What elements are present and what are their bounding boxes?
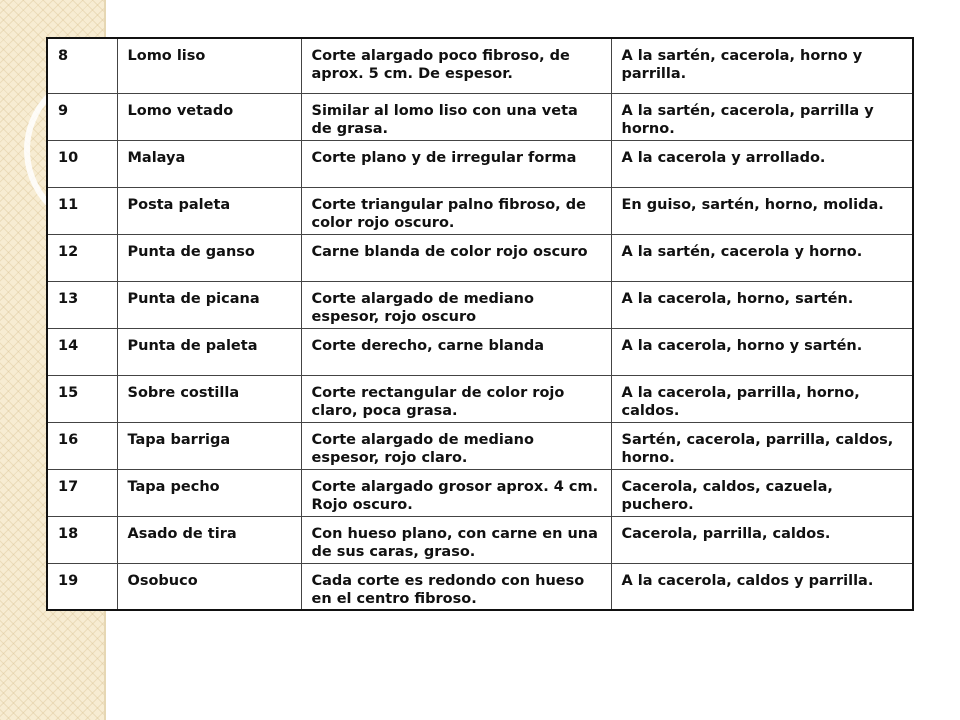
cut-description-cell: Corte plano y de irregular forma [301,140,611,187]
cut-usage-cell: A la cacerola y arrollado. [611,140,913,187]
cut-name-cell: Sobre costilla [117,375,301,422]
cut-number-cell: 8 [47,38,117,93]
cut-description-cell: Corte derecho, carne blanda [301,328,611,375]
cut-name-cell: Posta paleta [117,187,301,234]
cut-name-cell: Tapa barriga [117,422,301,469]
cut-description-cell: Corte alargado poco fibroso, de aprox. 5 cm. De espesor. [301,38,611,93]
table-row [47,375,913,422]
cut-description-cell: Corte alargado de mediano espesor, rojo claro. [301,422,611,469]
table-row [47,281,913,328]
cut-number-cell: 12 [47,234,117,281]
cut-usage-cell: A la sartén, cacerola y horno. [611,234,913,281]
cut-number-cell: 9 [47,93,117,140]
cut-number-cell: 17 [47,469,117,516]
table-row [47,234,913,281]
table-row [47,328,913,375]
cut-description-cell: Corte rectangular de color rojo claro, poca grasa. [301,375,611,422]
cut-number-cell: 19 [47,563,117,610]
cut-number-cell: 16 [47,422,117,469]
cut-usage-cell: Cacerola, parrilla, caldos. [611,516,913,563]
table-row [47,187,913,234]
cut-description-cell: Similar al lomo liso con una veta de grasa. [301,93,611,140]
cut-name-cell: Lomo vetado [117,93,301,140]
cut-description-cell: Corte alargado de mediano espesor, rojo oscuro [301,281,611,328]
cut-name-cell: Tapa pecho [117,469,301,516]
cut-number-cell: 10 [47,140,117,187]
table-row [47,422,913,469]
cut-number-cell: 18 [47,516,117,563]
cut-usage-cell: A la cacerola, caldos y parrilla. [611,563,913,610]
cut-number-cell: 11 [47,187,117,234]
table-row [47,140,913,187]
cut-usage-cell: En guiso, sartén, horno, molida. [611,187,913,234]
cut-name-cell: Asado de tira [117,516,301,563]
table-row [47,469,913,516]
cut-name-cell: Punta de paleta [117,328,301,375]
cut-number-cell: 13 [47,281,117,328]
cut-usage-cell: A la cacerola, parrilla, horno, caldos. [611,375,913,422]
cut-number-cell: 15 [47,375,117,422]
table-row [47,516,913,563]
meat-cuts-table [46,37,914,611]
cut-name-cell: Punta de ganso [117,234,301,281]
meat-cuts-table-body [47,38,913,610]
cut-usage-cell: A la cacerola, horno y sartén. [611,328,913,375]
cut-usage-cell: A la sartén, cacerola, parrilla y horno. [611,93,913,140]
cut-usage-cell: A la cacerola, horno, sartén. [611,281,913,328]
cut-description-cell: Corte alargado grosor aprox. 4 cm. Rojo oscuro. [301,469,611,516]
cut-description-cell: Cada corte es redondo con hueso en el centro fibroso. [301,563,611,610]
cut-usage-cell: Cacerola, caldos, cazuela, puchero. [611,469,913,516]
cut-name-cell: Osobuco [117,563,301,610]
cut-name-cell: Punta de picana [117,281,301,328]
cut-usage-cell: Sartén, cacerola, parrilla, caldos, horno. [611,422,913,469]
table-row [47,563,913,610]
cut-name-cell: Lomo liso [117,38,301,93]
cut-description-cell: Con hueso plano, con carne en una de sus caras, graso. [301,516,611,563]
table-row [47,93,913,140]
cut-name-cell: Malaya [117,140,301,187]
cut-description-cell: Corte triangular palno fibroso, de color rojo oscuro. [301,187,611,234]
cut-description-cell: Carne blanda de color rojo oscuro [301,234,611,281]
cut-number-cell: 14 [47,328,117,375]
cut-usage-cell: A la sartén, cacerola, horno y parrilla. [611,38,913,93]
table-row [47,38,913,93]
